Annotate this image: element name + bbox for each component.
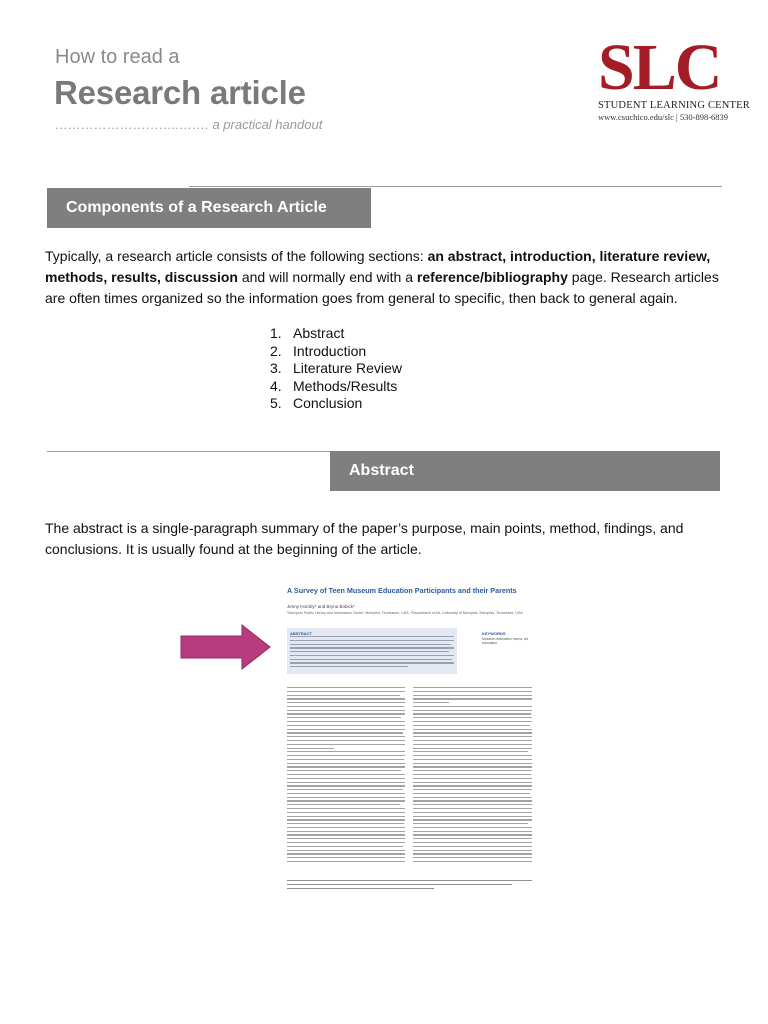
list-label: Literature Review [293, 360, 402, 376]
article-column-left [287, 687, 405, 865]
logo-mark: SLC [598, 31, 721, 104]
article-abstract-text [290, 636, 454, 672]
list-number: 5. [270, 395, 282, 411]
article-abstract-label: ABSTRACT [290, 631, 312, 636]
intro-bold-sections: an abstract, introduction, literature review, methods, results, discussion [45, 248, 711, 285]
list-label: Introduction [293, 342, 367, 359]
article-column-right [413, 687, 532, 865]
slc-logo [598, 31, 750, 122]
section1-rule [189, 186, 722, 187]
article-affiliation: *Memphis Public Library and Information Center, Memphis, Tennessee, USA; *Department of Art, University of Memphis, Memphis, Tennessee, USA [287, 611, 523, 615]
intro-text-3: page. Research articles are often times organized so the information goes from general to specific, then back to general again. [45, 269, 719, 306]
components-list [270, 325, 402, 413]
article-authors: Jenny Hornby* and Bryna Bobick* [287, 604, 355, 609]
section2-body: The abstract is a single-paragraph summary of the paper’s purpose, main points, method, findings, and conclusions. It is usually found at the beginning of the article. [45, 520, 684, 557]
article-title: A Survey of Teen Museum Education Participants and their Parents [287, 586, 517, 595]
list-number: 4. [270, 377, 282, 394]
section2-heading-bar [330, 451, 720, 491]
list-item [270, 395, 402, 413]
list-item [270, 343, 402, 361]
section2-rule [47, 451, 330, 452]
section2-heading: Abstract [349, 462, 414, 479]
handout-pretitle: How to read a [55, 46, 180, 68]
list-label: Abstract [293, 325, 345, 341]
list-item [270, 360, 402, 378]
intro-text-2: and will normally end with a [237, 269, 417, 285]
article-keywords-label: KEYWORDS [482, 631, 506, 636]
handout-title: Research article [54, 74, 306, 111]
section1-intro [45, 246, 725, 309]
logo-name: STUDENT LEARNING CENTER [598, 100, 750, 111]
intro-bold-reference: reference/bibliography [416, 269, 568, 285]
intro-text-1: Typically, a research article consists of the following sections: [45, 248, 428, 264]
section1-heading: Components of a Research Article [66, 199, 327, 216]
list-number: 2. [270, 342, 282, 359]
list-label: Methods/Results [293, 377, 398, 394]
list-number: 1. [270, 325, 282, 341]
list-item [270, 378, 402, 396]
list-number: 3. [270, 360, 282, 376]
logo-contact: www.csuchico.edu/slc | 530-898-6839 [598, 112, 729, 122]
right-arrow-icon [180, 624, 272, 670]
article-contact-footer [287, 880, 532, 894]
list-item [270, 325, 402, 343]
handout-subtitle: ………………………..……. a practical handout [55, 117, 323, 132]
section1-heading-bar [47, 188, 371, 228]
article-keywords: Museum education; teens; art education [482, 637, 529, 646]
list-label: Conclusion [293, 395, 363, 411]
